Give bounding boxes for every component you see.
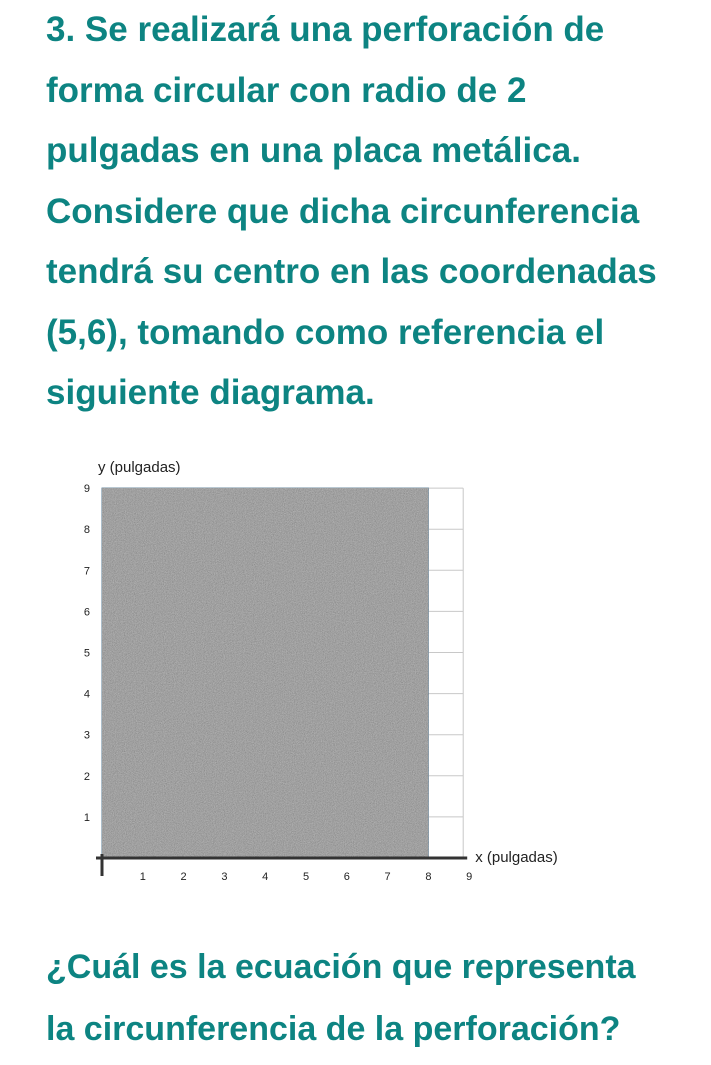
problem-line: tendrá su centro en las coordenadas xyxy=(46,252,657,291)
question-line: la circunferencia de la perforación? xyxy=(46,1010,621,1048)
x-tick-label: 4 xyxy=(262,871,269,883)
question xyxy=(46,936,686,1060)
y-tick-label: 7 xyxy=(83,565,90,578)
y-tick-label: 6 xyxy=(83,606,90,619)
y-tick-label: 3 xyxy=(83,729,90,742)
y-tick-label: 1 xyxy=(83,811,90,824)
y-axis-label: y (pulgadas) xyxy=(98,459,181,476)
problem-line: Considere que dicha circunferencia xyxy=(46,191,640,231)
y-tick-label: 4 xyxy=(83,688,90,701)
problem-line: (5,6), tomando como referencia el xyxy=(46,312,605,352)
x-tick-label: 5 xyxy=(302,871,310,883)
y-tick-label: 2 xyxy=(83,770,90,783)
axes xyxy=(96,854,467,876)
problem-line: siguiente diagrama. xyxy=(46,373,375,412)
x-tick-label: 6 xyxy=(343,871,350,883)
x-tick-label: 9 xyxy=(466,871,473,883)
y-tick-label: 8 xyxy=(83,524,90,537)
diagram-svg xyxy=(70,448,630,898)
question-line: ¿Cuál es la ecuación que representa xyxy=(46,948,636,986)
problem-line: forma circular con radio de 2 xyxy=(46,70,527,110)
y-tick-label: 5 xyxy=(83,647,90,660)
x-tick-label: 3 xyxy=(221,871,228,883)
coordinate-diagram xyxy=(70,448,630,898)
y-tick-label: 9 xyxy=(83,483,90,496)
x-tick-label: 1 xyxy=(139,871,146,883)
problem-line: pulgadas en una placa metálica. xyxy=(46,131,581,170)
metal-plate-texture xyxy=(102,488,428,858)
x-axis-label: x (pulgadas) xyxy=(475,849,558,866)
x-tick-label: 7 xyxy=(384,871,391,883)
x-tick-label: 2 xyxy=(180,871,187,883)
problem-statement xyxy=(46,0,686,424)
problem-line: 3. Se realizará una perforación de xyxy=(46,10,605,49)
x-tick-label: 8 xyxy=(425,871,432,883)
